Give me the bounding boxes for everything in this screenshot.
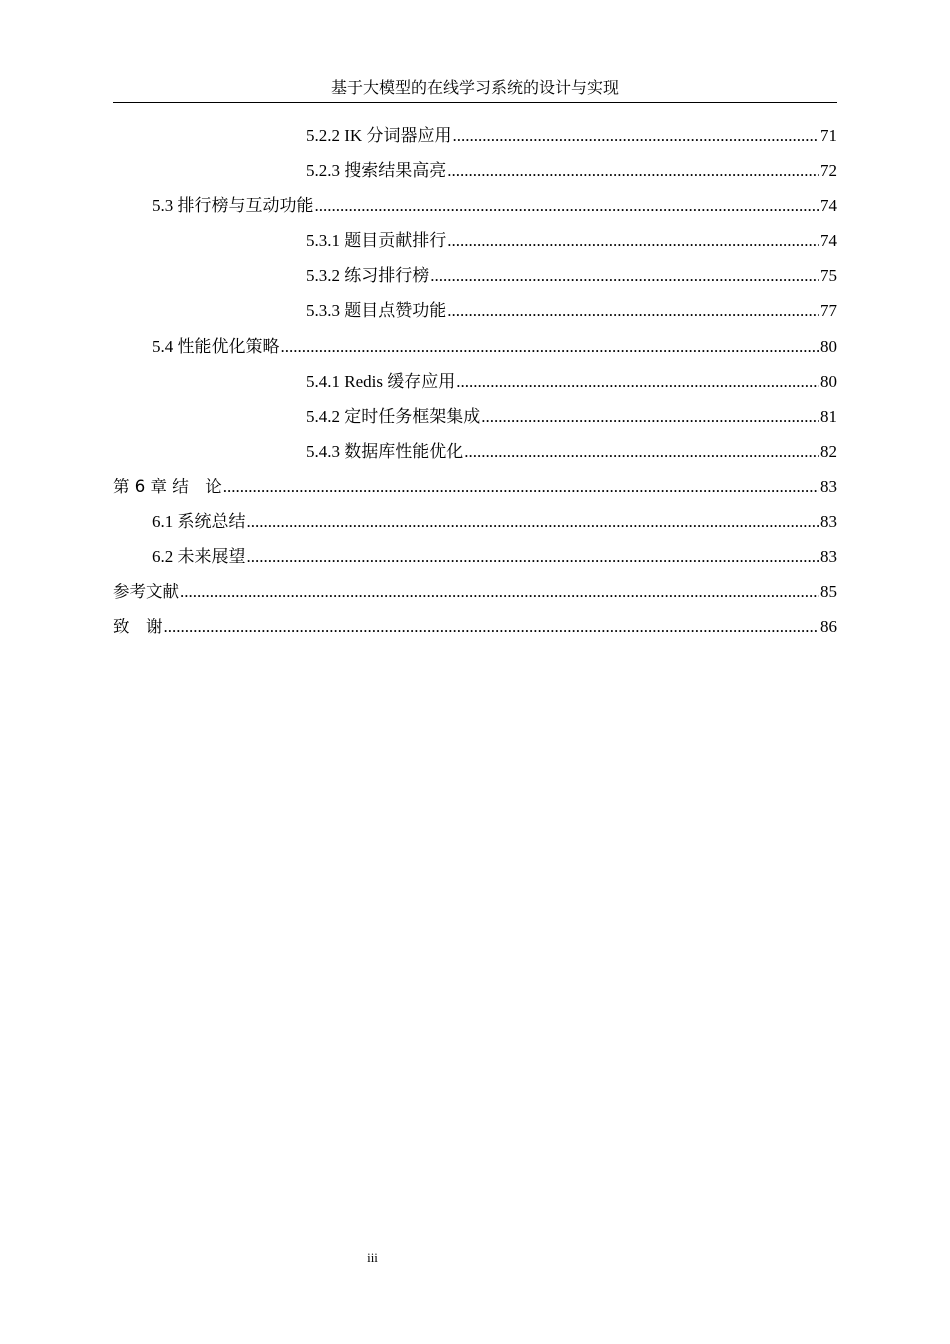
dot-leader xyxy=(164,609,820,644)
dot-leader xyxy=(447,223,819,258)
toc-entry[interactable] xyxy=(113,504,837,539)
toc-entry-page: 86 xyxy=(820,617,837,637)
toc-entry-label: 第 6 章 结 论 xyxy=(113,476,222,496)
toc-entry[interactable] xyxy=(113,188,837,223)
dot-leader xyxy=(456,364,819,399)
page-number: iii xyxy=(367,1250,378,1265)
toc-entry-label: 5.4.2 定时任务框架集成 xyxy=(306,406,481,426)
toc-entry[interactable] xyxy=(113,399,837,434)
toc-entry-page: 77 xyxy=(820,301,837,321)
dot-leader xyxy=(281,329,820,364)
toc-entry[interactable] xyxy=(113,364,837,399)
toc-entry-label: 5.4.3 数据库性能优化 xyxy=(306,441,464,461)
dot-leader xyxy=(315,188,820,223)
toc-entry-page: 72 xyxy=(820,161,837,181)
dot-leader xyxy=(180,574,819,609)
toc-entry[interactable] xyxy=(113,293,837,328)
toc-entry-label: 5.3.2 练习排行榜 xyxy=(306,266,430,286)
dot-leader xyxy=(481,399,819,434)
toc-entry-page: 83 xyxy=(820,476,837,496)
dot-leader xyxy=(447,293,819,328)
toc-entry-label: 5.3 排行榜与互动功能 xyxy=(152,196,314,216)
toc-entry-page: 75 xyxy=(820,266,837,286)
toc-entry-label: 5.2.3 搜索结果高亮 xyxy=(306,161,447,181)
toc-entry-page: 85 xyxy=(820,582,837,602)
toc-entry-page: 83 xyxy=(820,547,837,567)
toc-entry-label: 6.2 未来展望 xyxy=(152,547,246,567)
toc-entry-acknowledgements[interactable] xyxy=(113,609,837,644)
toc-entry[interactable] xyxy=(113,223,837,258)
toc-entry[interactable] xyxy=(113,118,837,153)
toc-entry-label: 5.2.2 IK 分词器应用 xyxy=(306,126,452,145)
toc-entry-label: 6.1 系统总结 xyxy=(152,512,246,532)
dot-leader xyxy=(447,153,819,188)
toc-entry-page: 80 xyxy=(820,371,837,391)
toc-entry-page: 74 xyxy=(820,231,837,251)
toc-entry[interactable] xyxy=(113,258,837,293)
dot-leader xyxy=(247,539,820,574)
table-of-contents xyxy=(113,118,837,644)
toc-entry[interactable] xyxy=(113,434,837,469)
dot-leader xyxy=(247,504,820,539)
toc-entry-label: 参考文献 xyxy=(113,582,179,602)
toc-entry-page: 81 xyxy=(820,406,837,426)
toc-entry-label: 致 谢 xyxy=(113,617,163,637)
toc-entry-page: 83 xyxy=(820,512,837,532)
header-rule xyxy=(113,102,837,103)
toc-entry-page: 71 xyxy=(820,126,837,145)
dot-leader xyxy=(464,434,819,469)
toc-entry-label: 5.4.1 Redis 缓存应用 xyxy=(306,371,456,391)
toc-entry-references[interactable] xyxy=(113,574,837,609)
toc-entry[interactable] xyxy=(113,539,837,574)
toc-entry[interactable] xyxy=(113,329,837,364)
toc-entry-page: 74 xyxy=(820,196,837,216)
running-header: 基于大模型的在线学习系统的设计与实现 xyxy=(330,80,619,97)
toc-entry-label: 5.4 性能优化策略 xyxy=(152,336,280,356)
toc-entry-chapter[interactable] xyxy=(113,469,837,504)
toc-entry-label: 5.3.1 题目贡献排行 xyxy=(306,231,447,251)
toc-entry-page: 80 xyxy=(820,336,837,356)
dot-leader xyxy=(452,118,819,153)
toc-entry-page: 82 xyxy=(820,441,837,461)
toc-entry[interactable] xyxy=(113,153,837,188)
dot-leader xyxy=(430,258,819,293)
dot-leader xyxy=(223,469,819,504)
toc-entry-label: 5.3.3 题目点赞功能 xyxy=(306,301,447,321)
